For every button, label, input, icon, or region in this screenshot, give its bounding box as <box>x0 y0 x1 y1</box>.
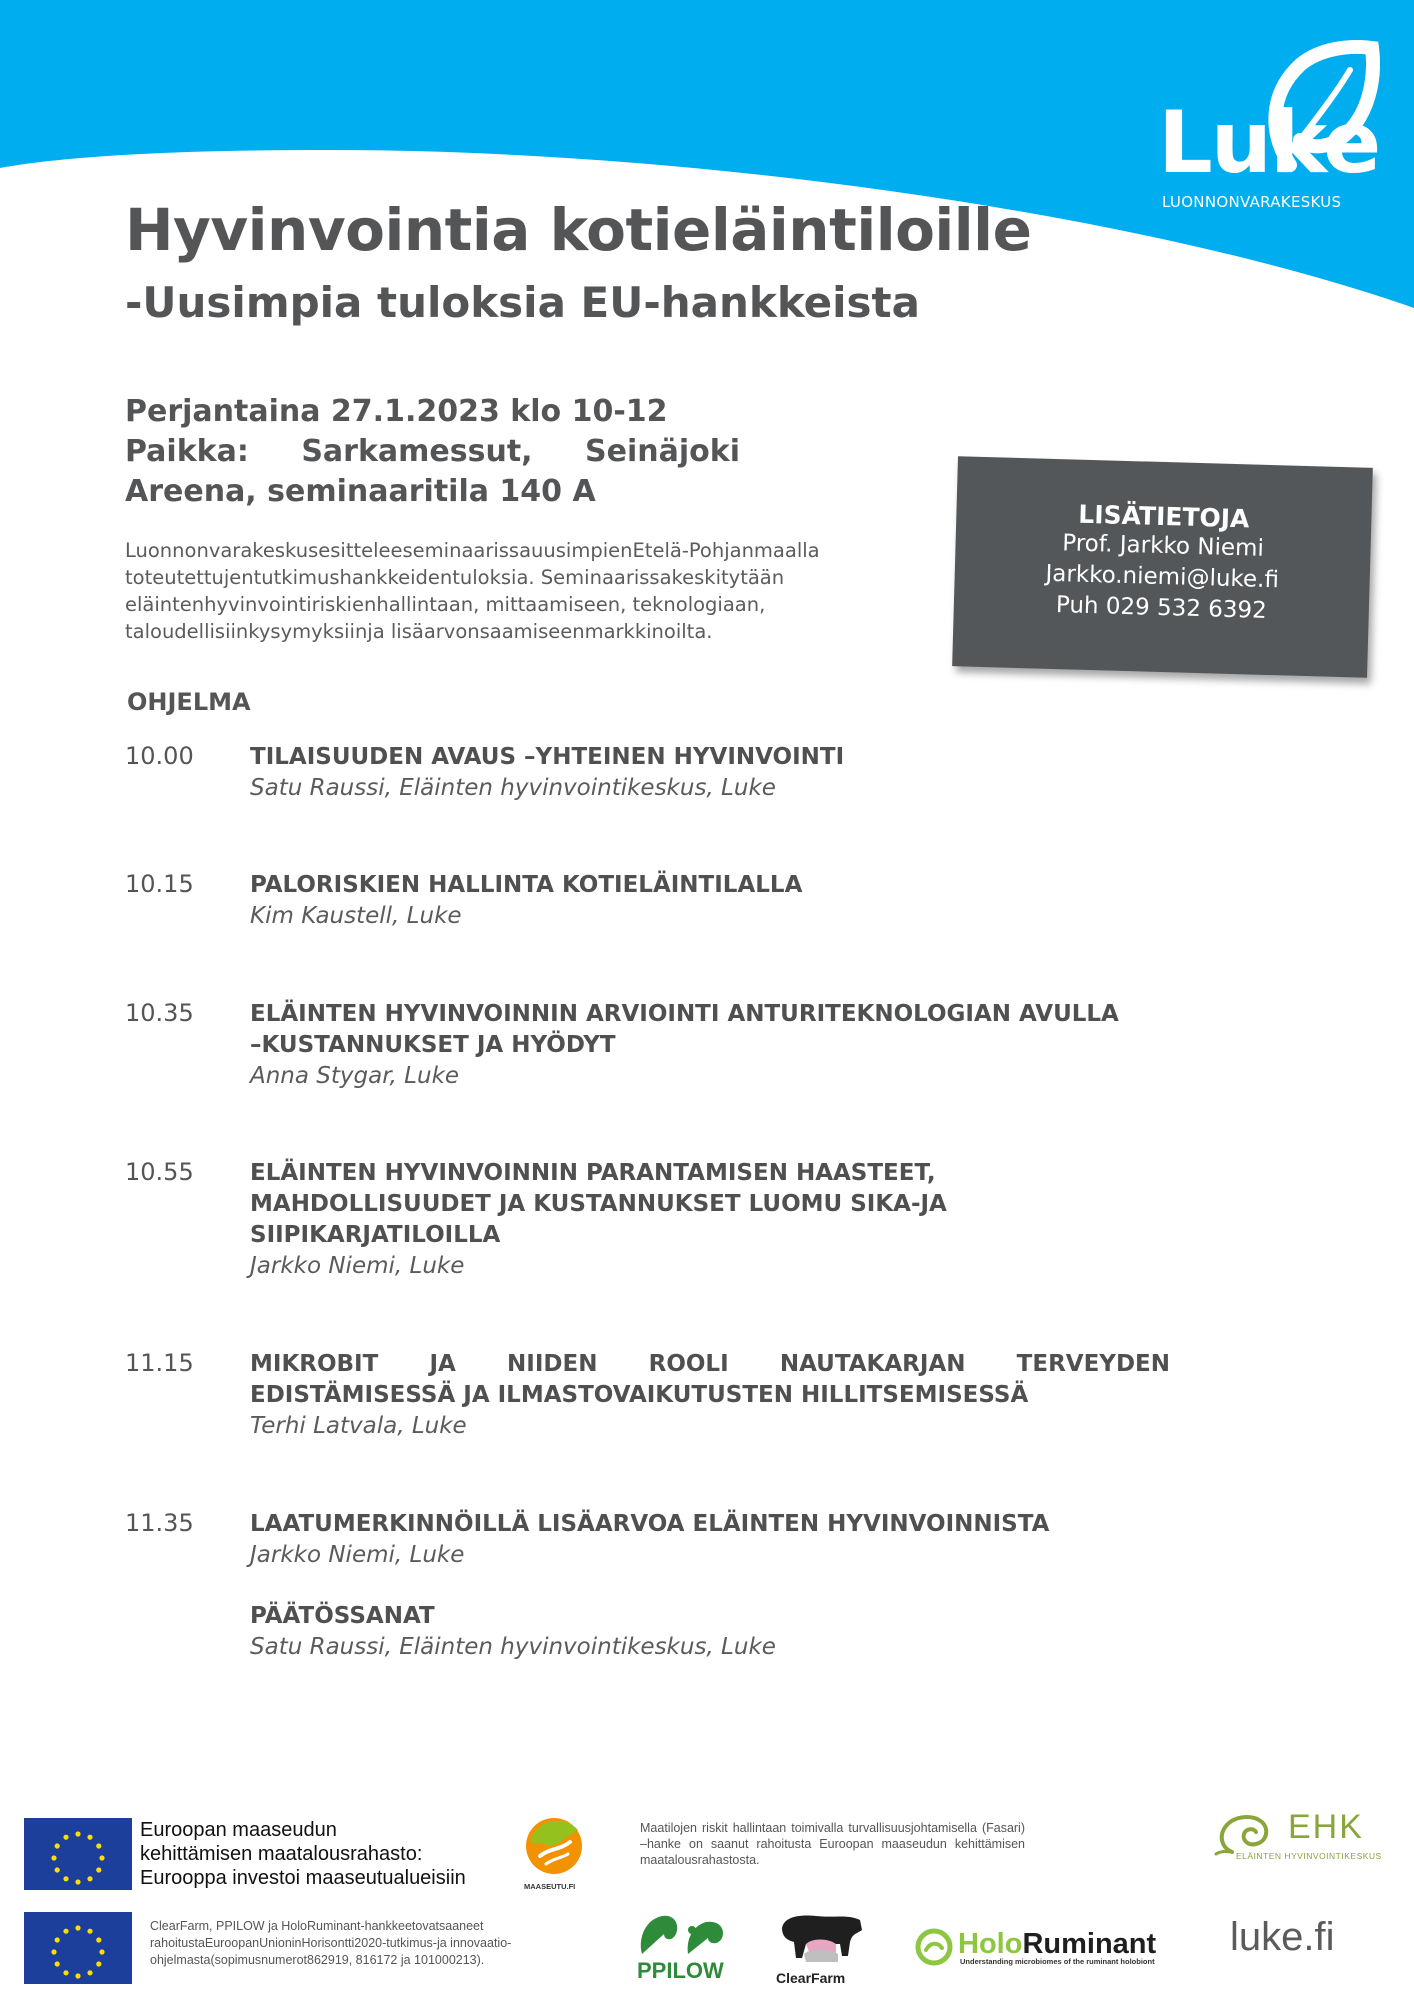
intro-line: taloudellisiinkysymyksiinja lisäarvonsaamiseenmarkkinoilta. <box>125 620 713 643</box>
intro-line: LuonnonvarakeskusesitteleeseminaarissauusimpienEtelä-Pohjanmaalla <box>125 539 820 562</box>
ppilow-logo-word: PPILOW <box>637 1958 724 1983</box>
program-speaker: Anna Stygar, Luke <box>250 1063 460 1089</box>
fasari-funding-text: Maatilojen riskit hallintaan toimivalla turvallisuusjohtamisella (Fasari) –hanke on saanut rahoitusta Euroopan maaseudun kehittämisen maatalousrahastosta. <box>640 1821 1025 1867</box>
place-city: Seinäjoki <box>585 434 740 469</box>
program-talk-title: LAATUMERKINNÖILLÄ LISÄARVOA ELÄINTEN HYVINVOINNISTA <box>250 1511 1050 1537</box>
program-time: 11.15 <box>125 1349 194 1377</box>
program-talk-title: PÄÄTÖSSANAT <box>250 1603 435 1629</box>
ehk-logo-subtitle: ELÄINTEN HYVINVOINTIKESKUS <box>1236 1851 1382 1861</box>
contact-phone: Puh 029 532 6392 <box>1055 592 1268 624</box>
eu-flag-icon <box>24 1912 132 1984</box>
event-room: Areena, seminaaritila 140 A <box>125 474 596 509</box>
contact-name: Prof. Jarkko Niemi <box>1061 530 1265 562</box>
program-talk-title: SIIPIKARJATILOILLA <box>250 1222 501 1248</box>
eafrd-line: Eurooppa investoi maaseutualueisiin <box>140 1867 466 1889</box>
program-talk-title: TILAISUUDEN AVAUS –YHTEINEN HYVINVOINTI <box>250 744 845 770</box>
site-link[interactable]: luke.fi <box>1230 1915 1335 1959</box>
clearfarm-logo-word: ClearFarm <box>776 1970 846 1986</box>
luke-logo-word: Luke <box>1158 93 1380 193</box>
maaseutu-logo-icon <box>524 1812 584 1880</box>
horizon-funding-text <box>150 1918 590 1969</box>
page-title: Hyvinvointia kotieläintiloille <box>125 196 1032 264</box>
program-time: 10.15 <box>125 870 194 898</box>
page-subtitle: -Uusimpia tuloksia EU-hankkeista <box>125 278 920 327</box>
program-time: 10.55 <box>125 1158 194 1186</box>
program-speaker: Satu Raussi, Eläinten hyvinvointikeskus, Luke <box>250 1634 776 1660</box>
intro-paragraph <box>125 537 845 645</box>
place-venue: Sarkamessut, <box>301 434 533 469</box>
program-time: 11.35 <box>125 1509 194 1537</box>
horizon-line: ClearFarm, PPILOW ja HoloRuminant-hankkeetovatsaaneet <box>150 1919 484 1933</box>
holoruminant-tagline: Understanding microbiomes of the ruminant holobiont <box>960 1957 1155 1966</box>
holoruminant-logo-icon <box>914 1928 954 1966</box>
maaseutu-label: MAASEUTU.FI <box>524 1882 576 1891</box>
program-time: 10.00 <box>125 742 194 770</box>
program-talk-title: PALORISKIEN HALLINTA KOTIELÄINTILALLA <box>250 872 803 898</box>
clearfarm-logo-icon <box>776 1908 868 1970</box>
ruminant-part: Ruminant <box>1022 1928 1157 1960</box>
program-speaker: Satu Raussi, Eläinten hyvinvointikeskus, Luke <box>250 775 776 801</box>
ehk-logo-word: EHK <box>1288 1808 1364 1846</box>
ppilow-logo-icon <box>634 1910 734 1958</box>
contact-email[interactable]: Jarkko.niemi@luke.fi <box>1045 560 1280 594</box>
horizon-line: rahoitustaEuroopanUnioninHorisontti2020-tutkimus-ja innovaatio- <box>150 1936 512 1950</box>
eafrd-text <box>140 1818 466 1890</box>
event-place-row <box>125 432 740 472</box>
intro-line: eläintenhyvinvointiriskienhallintaan, mittaamiseen, teknologiaan, <box>125 593 766 616</box>
program-speaker: Jarkko Niemi, Luke <box>250 1253 465 1279</box>
program-talk-title: –KUSTANNUKSET JA HYÖDYT <box>250 1032 616 1058</box>
luke-logo-subtitle: LUONNONVARAKESKUS <box>1162 193 1342 211</box>
holo-part: Holo <box>958 1928 1023 1960</box>
program-time: 10.35 <box>125 999 194 1027</box>
program-speaker: Terhi Latvala, Luke <box>250 1413 467 1439</box>
program-talk-title: MIKROBIT JA NIIDEN ROOLI NAUTAKARJAN TERVEYDEN <box>250 1351 1170 1377</box>
program-talk-title: ELÄINTEN HYVINVOINNIN ARVIOINTI ANTURITEKNOLOGIAN AVULLA <box>250 1001 1119 1027</box>
event-details <box>125 392 745 512</box>
program-talk-title: MAHDOLLISUUDET JA KUSTANNUKSET LUOMU SIKA-JA <box>250 1191 947 1217</box>
program-speaker: Kim Kaustell, Luke <box>250 903 462 929</box>
event-date: Perjantaina 27.1.2023 klo 10-12 <box>125 394 668 429</box>
horizon-line: ohjelmasta(sopimusnumerot862919, 816172 ja 101000213). <box>150 1953 485 1967</box>
program-talk-title: ELÄINTEN HYVINVOINNIN PARANTAMISEN HAASTEET, <box>250 1160 936 1186</box>
contact-info-box <box>952 456 1373 678</box>
eafrd-line: Euroopan maaseudun <box>140 1819 337 1841</box>
eafrd-line: kehittämisen maatalousrahasto: <box>140 1843 423 1865</box>
info-heading: LISÄTIETOJA <box>1078 499 1250 534</box>
program-heading: OHJELMA <box>127 688 251 716</box>
program-speaker: Jarkko Niemi, Luke <box>250 1542 465 1568</box>
place-label: Paikka: <box>125 434 249 469</box>
program-talk-title: EDISTÄMISESSÄ JA ILMASTOVAIKUTUSTEN HILLITSEMISESSÄ <box>250 1382 1029 1408</box>
intro-line: toteutettujentutkimushankkeidentuloksia. Seminaarissakeskitytään <box>125 566 785 589</box>
eu-flag-icon <box>24 1818 132 1890</box>
